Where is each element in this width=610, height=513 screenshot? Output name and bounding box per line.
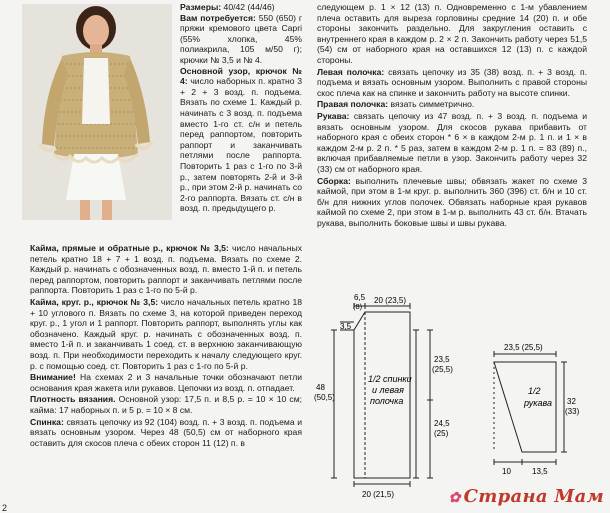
kayma2-text: число начальных петель кратно 18 + 10 углового п. Вязать по схеме 3, на которой приведен переход круг. р., 1 угол и 1 раппорт. Повторить раппорт, выполнять углы как обозначено. Каждый круг. р. начинать с обозначенных возд. п. вместо 1-й п. и заканчивать 1 соед. ст. в верхнюю заканчивающую возд. п. При необходимости переходить к началу следующего круг. р. с помощью соед. ст. Повторить 1 раз с 1-го по 5-й р. <box>30 296 303 371</box>
schema1-bottom-w: 20 (21,5) <box>362 490 395 499</box>
schema1-label2: и левая <box>372 385 404 395</box>
schema2-top-w: 23,5 (25,5) <box>504 343 543 352</box>
schema1-armhole-h2: (25,5) <box>432 365 453 374</box>
schema1-armhole-h: 23,5 <box>434 355 450 364</box>
model-photo <box>22 4 172 220</box>
density-text: Основной узор: 17,5 п. и 8,5 р. = 10 × 10 см; кайма: 17 наборных п. и 5 р. = 10 × 8 см. <box>30 394 303 415</box>
main-pattern-label: Основной узор, крючок № 4: <box>180 65 302 87</box>
need-text: 550 (650) г пряжи кремового цвета Capri (55% хлопка, 45% полиакрила, 105 м/50 г); крючки № 3,5 и № 4. <box>180 12 302 65</box>
note-label: Внимание! <box>30 372 76 383</box>
flower-icon: ✿ <box>448 490 461 506</box>
note-paragraph <box>30 372 302 393</box>
schema1-neck-drop: 3,5 <box>340 322 352 331</box>
schema1-top-w: 20 (23,5) <box>374 296 407 305</box>
left-column <box>30 243 302 448</box>
right-column <box>317 2 587 228</box>
main-pattern-text: число наборных п. кратно 3 + 2 + 3 возд. п. подъема. Вязать по схеме 1. Каждый р. начинать с 3 возд. п. подъема вместо 1-го ст. с/н и петель перед раппортом, повторить раппорт и заканчивать петлями после раппорта. Повторить 1 раз с 1-го по 3-й р., затем повторять 2-й и 3-й р., при этом 2-й р. начинать со 2-го раппорта. Вязать ст. с/н в возд. п. предыдущего р. <box>180 76 303 214</box>
right-front-label: Правая полочка: <box>317 99 389 110</box>
schema2-bottom-b: 13,5 <box>532 467 548 476</box>
schema-sleeve <box>460 340 585 505</box>
left-front-label: Левая полочка: <box>317 66 385 77</box>
right-top-paragraph <box>317 2 587 66</box>
kayma2-label: Кайма, круг. р., крючок № 3,5: <box>30 296 159 307</box>
sizes-label: Размеры: <box>180 2 222 12</box>
model-illustration <box>22 4 172 220</box>
assembly-paragraph <box>317 176 587 229</box>
right-front-paragraph <box>317 99 587 110</box>
schema-back-outline <box>354 312 410 478</box>
kayma1-text: число начальных петель кратно 18 + 7 + 1 возд. п. подъема. Вязать по схеме 2. Каждый р. начинать с обозначенных возд. п. вместо 1-й п. и петель перед раппортом, повторить раппорт и заканчивать петлями после раппорта. Повторить 1 раз с 1-го по 5-й р. <box>30 243 302 296</box>
left-front-text: связать цепочку из 35 (38) возд. п. + 3 возд. п. подъема и вязать основным узором. Выполнить с правой стороны скос плеча как на спинке и закончить работу на высоте спинки. <box>317 66 588 98</box>
right-top-text: следующем р. 1 × 12 (13) п. Одновременно с 1-м убавлением плеча оставить для выреза горловины средние 14 (20) п. и обе стороны закончить раздельно. Для закругления оставить с внутреннего края в каждом р. 2 × 2 п. Закончить работу через 51,5 (54) см от наборного края на оставшихся 12 (13) п. с каждой стороны. <box>317 2 587 65</box>
kayma2-paragraph <box>30 297 302 371</box>
sleeves-text: связать цепочку из 47 возд. п. + 3 возд. п. подъема и вязать основным узором. Для скосов рукава прибавить от наборного края с обеих сторон * 6 × в каждом 2-м р. 1 п. и 1 × в каждом 2-м р. 2 п. * 5 раз, затем в каждом 2-м р. 1 п. = 83 (89) п., включая прибавляемые петли в узор. Закончить работу через 32 (33) см от наборного края. <box>317 110 587 174</box>
schema1-shoulder-h: 6,5 <box>354 293 366 302</box>
assembly-text: выполнить плечевые швы; обвязать жакет по схеме 3 каймой, при этом в 1-м круг. р. выполнить 360 (396) ст. б/н и 10 ст. б/н для нижних углов полочек. Обвязать наборные края рукавов каймой по схеме 2, при этом в 1-м р. выполнить 43 ст. б/н. Втачать рукава, выполнить боковые швы и швы рукава. <box>317 175 587 228</box>
density-label: Плотность вязания. <box>30 394 116 405</box>
note-text: На схемах 2 и 3 начальные точки обозначают петли основания края жакета или рукавов. Цепочки из возд. п. отпадает. <box>30 372 303 393</box>
back-text: связать цепочку из 92 (104) возд. п. + 3 возд. п. подъема и вязать основным узором. Через 48 (50,5) см от наборного края оставить для скосов плеча с обеих сторон 11 (12) п. в <box>30 416 303 448</box>
schema-back-front <box>310 290 460 499</box>
schema1-label3: полочка <box>370 396 404 406</box>
kayma1-paragraph <box>30 243 302 296</box>
back-label: Спинка: <box>30 416 64 427</box>
schema1-total-h2: (50,5) <box>314 393 335 402</box>
right-front-text: вязать симметрично. <box>390 99 475 110</box>
schema2-total-h: 32 <box>567 397 576 406</box>
schema2-bottom-a: 10 <box>502 467 511 476</box>
schema2-label1: 1/2 <box>528 386 541 396</box>
back-paragraph <box>30 417 302 449</box>
schema1-total-h: 48 <box>316 383 325 392</box>
watermark-text: Страна Мам <box>463 486 604 507</box>
schema1-side-h: 24,5 <box>434 419 450 428</box>
corner-mark: 2 <box>2 503 8 513</box>
density-paragraph <box>30 394 302 415</box>
need-label: Вам потребуется: <box>180 12 256 23</box>
left-front-paragraph <box>317 67 587 99</box>
sizes-value: 40/42 (44/46) <box>223 2 275 12</box>
watermark <box>449 486 604 507</box>
schema1-side-h2: (25) <box>434 429 449 438</box>
schema2-total-h2: (33) <box>565 407 580 416</box>
schema2-label2: рукава <box>524 398 552 408</box>
intro-block <box>180 2 302 214</box>
kayma1-label: Кайма, прямые и обратные р., крючок № 3,5: <box>30 243 229 253</box>
assembly-label: Сборка: <box>317 175 351 186</box>
sleeves-label: Рукава: <box>317 110 350 121</box>
sleeves-paragraph <box>317 111 587 175</box>
schema1-shoulder-h2: (8) <box>353 302 363 311</box>
schema1-label1: 1/2 спинки <box>368 374 412 384</box>
